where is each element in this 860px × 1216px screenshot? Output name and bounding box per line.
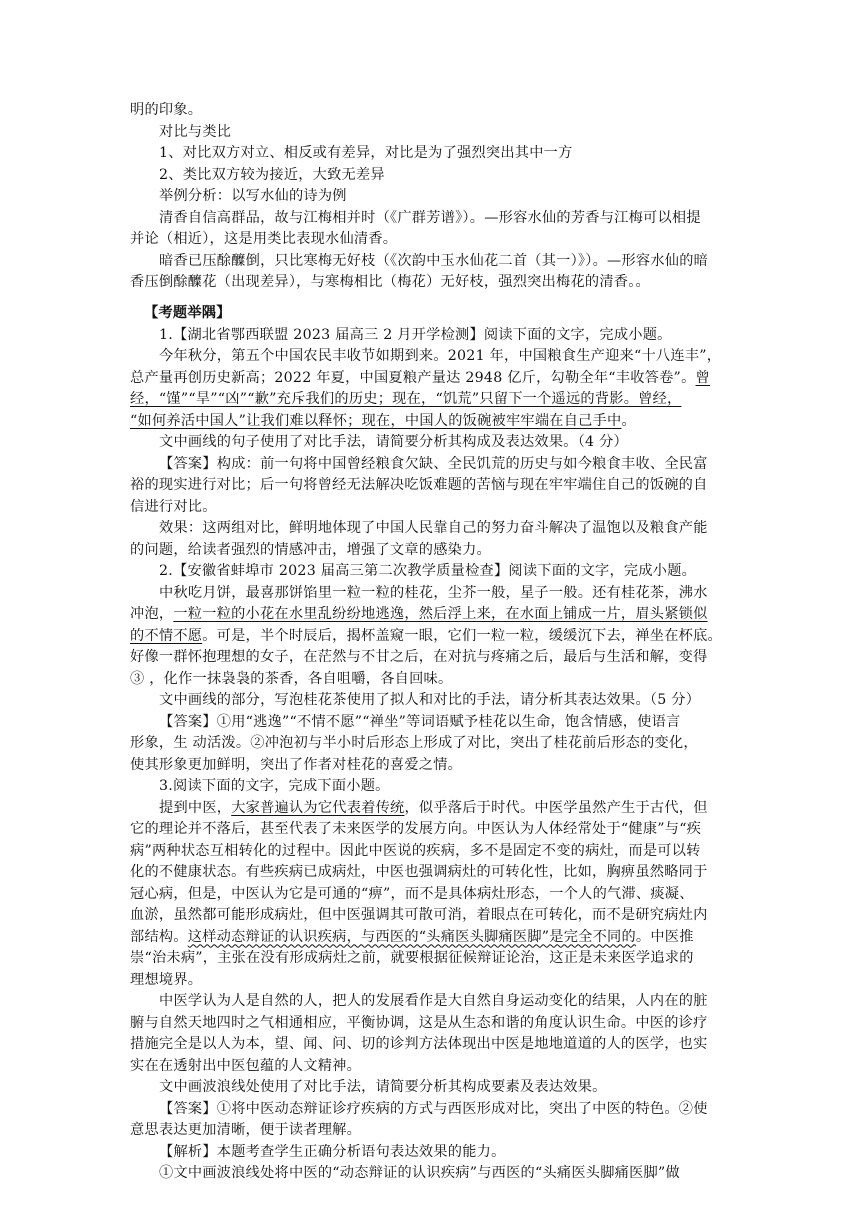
q3-passage-line: 崇“治未病”，主张在没有形成病灶之前，就要根据征候辩证论治，这正是未来医学追求的 — [130, 950, 694, 966]
q3-question: 文中画波浪线处使用了对比手法，请简要分析其构成要素及表达效果。 — [159, 1079, 607, 1095]
q3-passage-line: 化的不健康状态。有些疾病已成病灶，中医也强调病灶的可转化性，比如，胸痹虽然略同于 — [130, 864, 708, 880]
q2-passage-line: ③ ，化作一抹袅袅的茶香，各自咀嚼，各自回味。 — [130, 670, 453, 687]
q2-answer: 【答案】①用“逃逸”“不情不愿”“禅坐”等词语赋予桂花以生命，饱含情感，使语言 — [159, 713, 681, 730]
intro-line: 并论（相近），这是用类比表现水仙清香。 — [130, 231, 398, 247]
q1-effect: 效果：这两组对比，鲜明地体现了中国人民靠自己的努力奋斗解决了温饱以及粮食产能 — [159, 520, 708, 536]
q3-passage-line: 理想境界。 — [130, 971, 203, 988]
q2-passage-line: 好像一群怀抱理想的女子，在茫然与不甘之后，在对抗与疼痛之后，最后与生活和解，变得 — [130, 649, 708, 665]
intro-line: 1、对比双方对立、相反或有差异，对比是为了强烈突出其中一方 — [159, 145, 573, 161]
q3-passage-line: 血淤，虽然都可能形成病灶，但中医强调其可散可消，着眼点在可转化，而不是研究病灶内 — [130, 907, 708, 923]
intro-line: 暗香已压酴醾倒，只比寒梅无好枝（《次韵中玉水仙花二首（其一）》）。—形容水仙的暗 — [159, 252, 709, 269]
intro-section — [130, 100, 736, 294]
exam-section — [130, 303, 736, 1185]
q1-answer: 信进行对比。 — [130, 498, 217, 515]
intro-line: 明的印象。 — [130, 102, 203, 118]
intro-line: 清香自信高群品，故与江梅相并时（《广群芳谱》）。—形容水仙的芳香与江梅可以相提 — [159, 209, 701, 226]
q3-passage-line: 冠心病，但是，中医认为它是可通的“痹”，而不是具体病灶形态，一个人的气滞、痰凝、 — [130, 885, 694, 902]
underlined-text: 曾 — [695, 369, 710, 386]
q1-answer: 裕的现实进行对比；后一句将曾经无法解决吃饭难题的苦恼与现在牢牢端住自己的饭碗的自 — [130, 477, 708, 493]
q3-passage-line: 措施完全是以人为本，望、闻、问、切的诊判方法体现出中医是地地道道的人的医学，也实 — [130, 1036, 708, 1052]
q3-passage-line: 它的理论并不落后，甚至代表了未来医学的发展方向。中医认为人体经常处于“健康”与“疾 — [130, 821, 702, 837]
wavy-underlined-text: 这样动态辩证的认识疾病，与西医的“头痛医头脚痛医脚”是完全不同的 — [187, 928, 636, 945]
q2-title: 2.【安徽省蚌埠市 2023 届高三第二次教学质量检查】阅读下面的文字，完成小题。 — [159, 563, 697, 579]
q3-passage-line: 腑与自然天地四时之气相通相应，平衡协调，这是从生态和谐的角度认识生命。中医的诊疗 — [130, 1014, 708, 1031]
q1-effect: 的问题，给读者强烈的情感冲击，增强了文章的感染力。 — [130, 541, 491, 558]
q3-passage-line: 部结构。这样动态辩证的认识疾病，与西医的“头痛医头脚痛医脚”是完全不同的。中医推 — [130, 928, 694, 945]
q3-answer: 意思表达更加清晰，便于读者理解。 — [130, 1122, 362, 1138]
q2-passage-line: 冲泡，一粒一粒的小花在水里乱纷纷地逃逸，然后浮上来，在水面上铺成一片，眉头紧锁似 — [130, 606, 708, 622]
underlined-text: “如何养活中国人”让我们难以释怀；现在，中国人的饭碗被牢牢端在自己手中 — [130, 412, 622, 429]
intro-line: 举例分析：以写水仙的诗为例 — [159, 188, 347, 204]
underlined-text: 的不情不愿 — [130, 627, 203, 644]
underlined-text: 一粒一粒的小花在水里乱纷纷地逃逸，然后浮上来，在水面上铺成一片，眉头紧锁似 — [173, 606, 708, 622]
intro-line: 2、类比双方较为接近，大致无差异 — [159, 166, 385, 183]
q1-title: 1.【湖北省鄂西联盟 2023 届高三 2 月开学检测】阅读下面的文字，完成小题。 — [159, 326, 672, 343]
q3-answer: 【答案】①将中医动态辩证诊疗疾病的方式与西医形成对比，突出了中医的特色。②使 — [159, 1100, 708, 1117]
q3-explanation: ①文中画波浪线处将中医的“动态辩证的认识疾病”与西医的“头痛医头脚痛医脚”做 — [159, 1165, 680, 1181]
intro-line: 对比与类比 — [159, 123, 232, 140]
q3-passage-line: 病”两种状态互相转化的过程中。因此中医说的疾病，多不是固定不变的病灶，而是可以转 — [130, 842, 701, 859]
q2-passage-line: 的不情不愿。可是，半个时辰后，揭杯盖窥一眼，它们一粒一粒，缓缓沉下去，禅坐在杯底。 — [130, 627, 722, 644]
q1-passage-line: 今年秋分，第五个中国农民丰收节如期到来。2021 年，中国粮食生产迎来“十八连丰”， — [159, 348, 722, 364]
q3-passage-line: 中医学认为人是自然的人，把人的发展看作是大自然自身运动变化的结果，人内在的脏 — [159, 993, 708, 1009]
q3-explanation: 【解析】本题考查学生正确分析语句表达效果的能力。 — [159, 1143, 506, 1160]
q2-passage-line: 中秋吃月饼，最喜那饼馅里一粒一粒的桂花，尘芥一般，星子一般。还有桂花茶，沸水 — [159, 584, 708, 601]
q1-passage-line: 总产量再创历史新高；2022 年夏，中国夏粮产量达 2948 亿斤，勾勒全年“丰收答卷”。曾 — [130, 369, 710, 386]
q3-passage-line: 提到中医，大家普遍认为它代表着传统，似乎落后于时代。中医学虽然产生于古代，但 — [159, 799, 708, 816]
q2-question: 文中画线的部分，写泡桂花茶使用了拟人和对比的手法，请分析其表达效果。（5 分） — [159, 692, 701, 708]
q2-answer: 使其形象更加鲜明，突出了作者对桂花的喜爱之情。 — [130, 756, 463, 773]
q2-answer: 形象，生 动活泼。②冲泡初与半小时后形态上形成了对比，突出了桂花前后形态的变化， — [130, 735, 698, 751]
section-heading: 【考题举隅】 — [144, 305, 231, 321]
underlined-text: 经，“馑”“旱”“凶”“歉”充斥我们的历史；现在，“饥荒”只留下一个遥远的背影。曾经， — [130, 391, 682, 407]
q1-answer: 【答案】构成：前一句将中国曾经粮食欠缺、全民饥荒的历史与如今粮食丰收、全民富 — [159, 455, 708, 472]
q3-passage-line: 实在在透射出中医包蕴的人文精神。 — [130, 1057, 362, 1074]
intro-line: 香压倒酴醾花（出现差异），与寒梅相比（梅花）无好枝，强烈突出梅花的清香。。 — [130, 274, 650, 290]
q1-question: 文中画线的句子使用了对比手法，请简要分析其构成及表达效果。（4 分） — [159, 434, 628, 450]
underlined-text: 大家普遍认为它代表着传统 — [231, 799, 405, 816]
q1-passage-line: “如何养活中国人”让我们难以释怀；现在，中国人的饭碗被牢牢端在自己手中。 — [130, 412, 636, 429]
q3-title: 3.阅读下面的文字，完成下面小题。 — [159, 778, 390, 794]
